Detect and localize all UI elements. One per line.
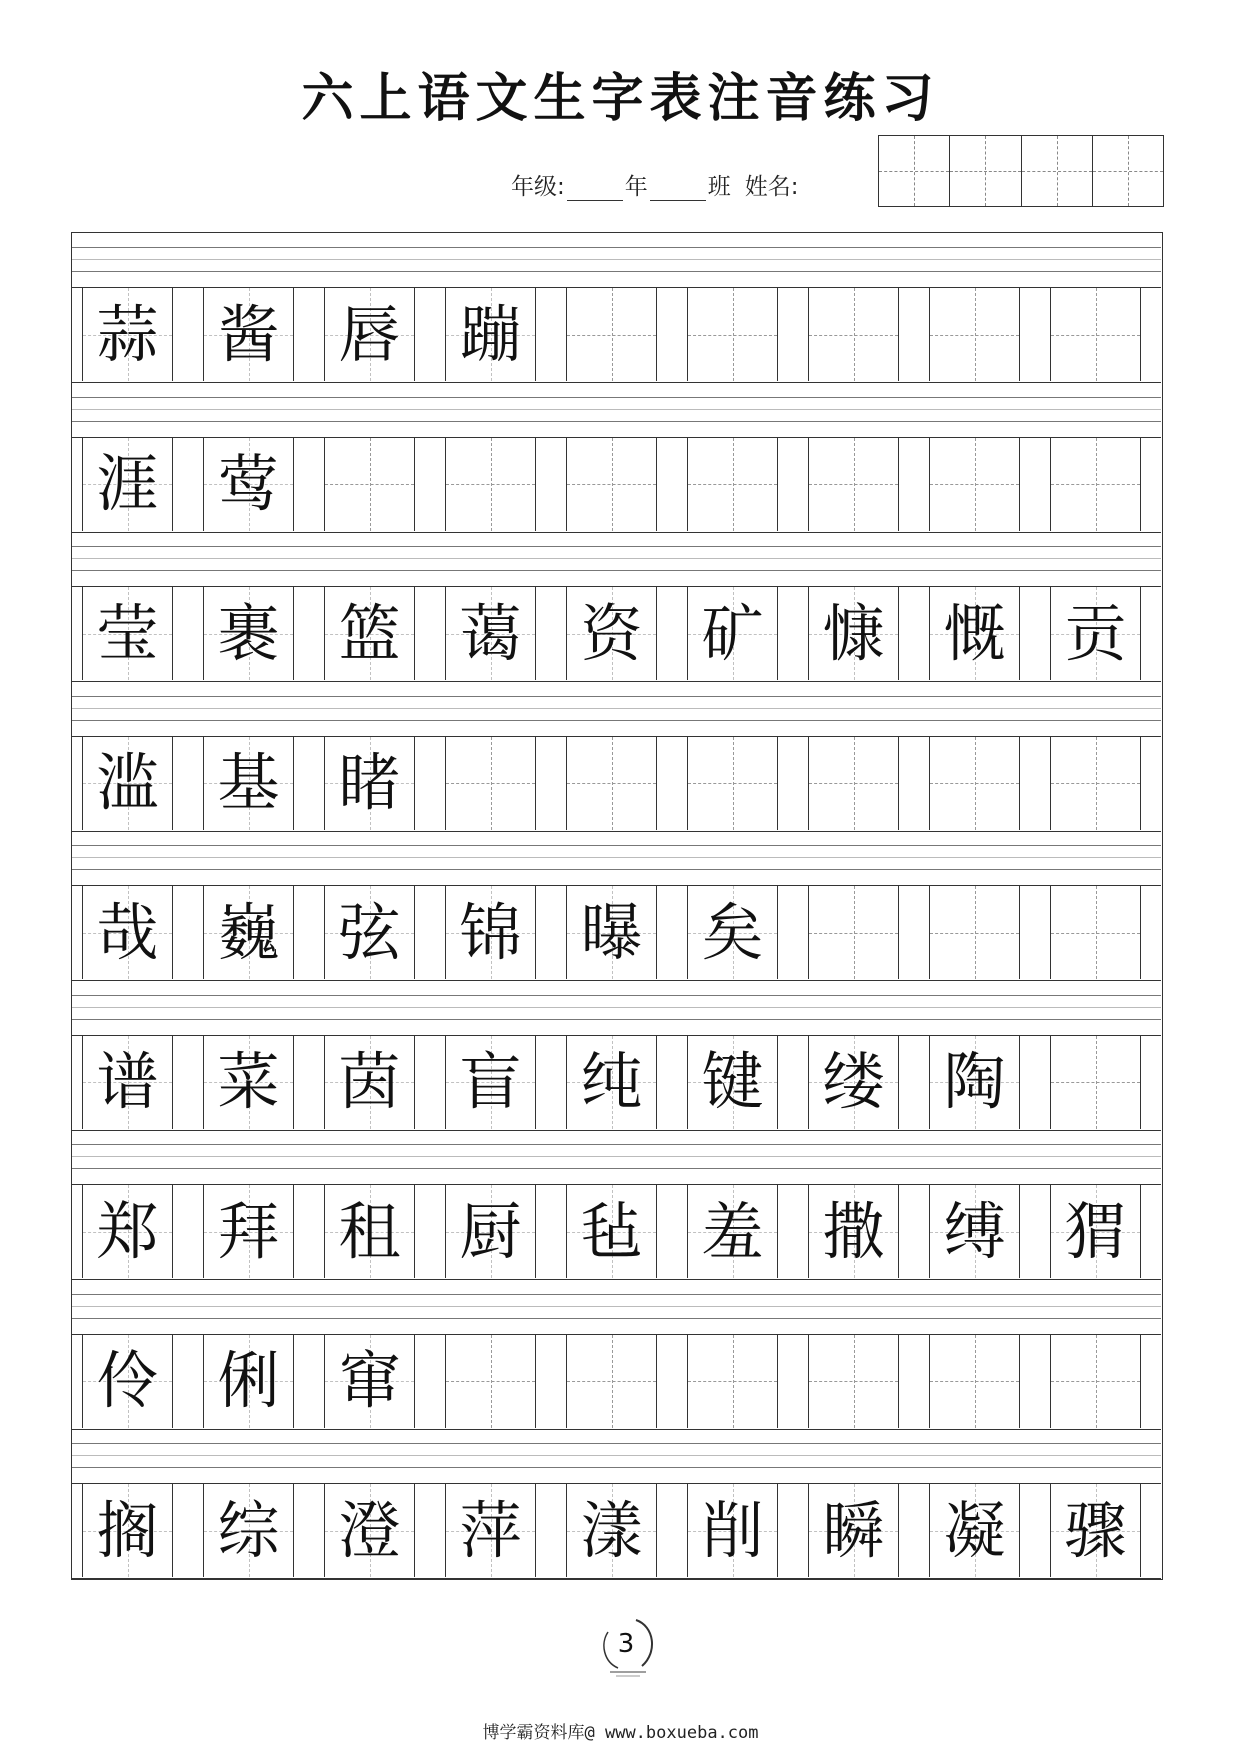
character: 毡: [580, 1194, 643, 1268]
character: [1051, 438, 1140, 531]
character-cell: [445, 1036, 536, 1129]
character: 俐: [217, 1344, 280, 1417]
empty-practice-cell[interactable]: [445, 438, 536, 531]
character-grid-row: [72, 1184, 1161, 1280]
character-cell: [1050, 587, 1141, 680]
empty-practice-cell[interactable]: [687, 737, 778, 830]
pinyin-lines[interactable]: [72, 385, 1161, 437]
character: 羞: [701, 1194, 764, 1268]
character: [446, 1335, 535, 1428]
class-label: 班: [707, 174, 731, 200]
character-cell: [566, 1484, 657, 1577]
empty-practice-cell[interactable]: [929, 886, 1020, 979]
empty-practice-cell[interactable]: [566, 1335, 657, 1428]
character: 盲: [459, 1045, 522, 1118]
character: [930, 737, 1019, 830]
character-cell: [203, 587, 294, 680]
character-grid-row: [72, 1483, 1161, 1579]
character-cell: [82, 288, 173, 381]
character-cell: [687, 886, 778, 979]
empty-practice-cell[interactable]: [1050, 288, 1141, 381]
character: 矣: [701, 895, 764, 969]
character: 睹: [338, 746, 401, 819]
empty-practice-cell[interactable]: [929, 737, 1020, 830]
pinyin-lines[interactable]: [72, 1132, 1161, 1184]
name-label: 姓名:: [744, 174, 799, 200]
character-cell: [445, 886, 536, 979]
character: [1051, 737, 1140, 830]
character-cell: [203, 438, 294, 531]
character: 谱: [96, 1045, 159, 1118]
character: 滥: [96, 746, 159, 819]
character-cell: [82, 737, 173, 830]
character-cell: [566, 886, 657, 979]
character-cell: [808, 1036, 899, 1129]
empty-practice-cell[interactable]: [808, 737, 899, 830]
character: 厨: [459, 1194, 522, 1268]
character-cell: [324, 1335, 415, 1428]
character-cell: [203, 1036, 294, 1129]
character-cell: [324, 1484, 415, 1577]
character: [1051, 288, 1140, 381]
practice-row: [72, 1431, 1161, 1579]
character-grid-row: [72, 1334, 1161, 1430]
character: 唇: [338, 297, 401, 371]
footer-watermark: 博学霸资料库@ www.boxueba.com: [482, 1723, 759, 1743]
character: 猬: [1064, 1194, 1127, 1268]
character: 拜: [217, 1194, 280, 1268]
character: 莹: [96, 596, 159, 670]
character-cell: [82, 1484, 173, 1577]
character: [809, 438, 898, 531]
empty-practice-cell[interactable]: [445, 737, 536, 830]
character-cell: [82, 438, 173, 531]
practice-row: [72, 833, 1161, 981]
pinyin-lines[interactable]: [72, 1282, 1161, 1334]
character: 削: [701, 1493, 764, 1567]
character-cell: [445, 587, 536, 680]
character-cell: [1050, 1185, 1141, 1278]
year-label: 年: [624, 174, 648, 200]
character: [446, 438, 535, 531]
pinyin-lines[interactable]: [72, 534, 1161, 586]
empty-practice-cell[interactable]: [808, 288, 899, 381]
character: 撒: [822, 1194, 885, 1268]
character: [688, 438, 777, 531]
character-cell: [445, 1484, 536, 1577]
character: [325, 438, 414, 531]
character: 搁: [96, 1493, 159, 1567]
character-cell: [808, 1185, 899, 1278]
character: 菜: [217, 1045, 280, 1118]
character-grid-row: [72, 1035, 1161, 1131]
name-box[interactable]: [1022, 136, 1093, 206]
character: [688, 737, 777, 830]
character: 缕: [822, 1045, 885, 1118]
character-grid-row: [72, 287, 1161, 383]
character: [930, 438, 1019, 531]
empty-practice-cell[interactable]: [1050, 438, 1141, 531]
practice-row: [72, 235, 1161, 383]
character: [567, 288, 656, 381]
character: [688, 1335, 777, 1428]
character: [446, 737, 535, 830]
character-cell: [82, 1036, 173, 1129]
practice-row: [72, 983, 1161, 1131]
character: 租: [338, 1194, 401, 1268]
character-cell: [808, 587, 899, 680]
character: 慷: [822, 596, 885, 670]
grade-blank[interactable]: [567, 178, 623, 201]
character: 酱: [217, 297, 280, 371]
character: [1051, 1036, 1140, 1129]
empty-practice-cell[interactable]: [566, 737, 657, 830]
character: 瞬: [822, 1493, 885, 1567]
character: 资: [580, 596, 643, 670]
empty-practice-cell[interactable]: [1050, 1335, 1141, 1428]
character: 缚: [943, 1194, 1006, 1268]
character: 伶: [96, 1344, 159, 1417]
character: 锦: [459, 895, 522, 969]
character-cell: [566, 587, 657, 680]
empty-practice-cell[interactable]: [445, 1335, 536, 1428]
empty-practice-cell[interactable]: [1050, 1036, 1141, 1129]
character: 蹦: [459, 297, 522, 371]
character-cell: [445, 288, 536, 381]
character-cell: [445, 1185, 536, 1278]
practice-sheet: [71, 232, 1163, 1580]
character-cell: [324, 288, 415, 381]
empty-practice-cell[interactable]: [808, 886, 899, 979]
character-cell: [203, 288, 294, 381]
character: [930, 1335, 1019, 1428]
character-cell: [566, 1036, 657, 1129]
character: 澄: [338, 1493, 401, 1567]
character: 曝: [580, 895, 643, 969]
empty-practice-cell[interactable]: [1050, 886, 1141, 979]
empty-practice-cell[interactable]: [566, 438, 657, 531]
character: 矿: [701, 596, 764, 670]
character-cell: [687, 1036, 778, 1129]
page-number: 3: [617, 1629, 635, 1659]
character-cell: [203, 737, 294, 830]
character-cell: [929, 1185, 1020, 1278]
character-cell: [324, 1036, 415, 1129]
empty-practice-cell[interactable]: [808, 438, 899, 531]
grade-label: 年级:: [511, 174, 565, 200]
character: 巍: [217, 895, 280, 969]
character-grid-row: [72, 885, 1161, 981]
pinyin-lines[interactable]: [72, 1431, 1161, 1483]
empty-practice-cell[interactable]: [687, 1335, 778, 1428]
character-cell: [687, 1484, 778, 1577]
empty-practice-cell[interactable]: [808, 1335, 899, 1428]
character-cell: [929, 1036, 1020, 1129]
character: 蔼: [459, 596, 522, 670]
empty-practice-cell[interactable]: [566, 288, 657, 381]
page-title: 六上语文生字表注音练习: [301, 69, 940, 129]
character: 贡: [1064, 596, 1127, 670]
character-grid-row: [72, 437, 1161, 533]
character-cell: [324, 886, 415, 979]
character: [930, 288, 1019, 381]
character: 慨: [943, 596, 1006, 670]
student-info-line: [511, 168, 799, 201]
practice-row: [72, 1132, 1161, 1280]
character: 郑: [96, 1194, 159, 1268]
character-grid-row: [72, 586, 1161, 682]
character: 茵: [338, 1045, 401, 1118]
empty-practice-cell[interactable]: [324, 438, 415, 531]
empty-practice-cell[interactable]: [929, 438, 1020, 531]
character-cell: [203, 1185, 294, 1278]
character-cell: [203, 886, 294, 979]
character: [688, 288, 777, 381]
character: 弦: [338, 895, 401, 969]
character-cell: [82, 886, 173, 979]
pinyin-lines[interactable]: [72, 235, 1161, 287]
character: 莺: [217, 447, 280, 520]
character: 涯: [96, 447, 159, 520]
character: [809, 886, 898, 979]
character: 裹: [217, 596, 280, 670]
practice-row: [72, 1282, 1161, 1430]
character-cell: [203, 1484, 294, 1577]
empty-practice-cell[interactable]: [929, 1335, 1020, 1428]
empty-practice-cell[interactable]: [687, 288, 778, 381]
character: [567, 438, 656, 531]
pinyin-lines[interactable]: [72, 684, 1161, 736]
character: [567, 737, 656, 830]
character-cell: [203, 1335, 294, 1428]
character: 键: [701, 1045, 764, 1118]
empty-practice-cell[interactable]: [687, 438, 778, 531]
character-cell: [82, 587, 173, 680]
character-cell: [324, 737, 415, 830]
character: [1051, 886, 1140, 979]
character: 哉: [96, 895, 159, 969]
character-cell: [687, 1185, 778, 1278]
pinyin-lines[interactable]: [72, 833, 1161, 885]
character: 陶: [943, 1045, 1006, 1118]
character: [1051, 1335, 1140, 1428]
character: 篮: [338, 596, 401, 670]
character-cell: [82, 1185, 173, 1278]
practice-row: [72, 684, 1161, 832]
character: 萍: [459, 1493, 522, 1567]
character: 凝: [943, 1493, 1006, 1567]
character: 漾: [580, 1493, 643, 1567]
character: 蒜: [96, 297, 159, 371]
character: 纯: [580, 1045, 643, 1118]
name-box[interactable]: [879, 136, 950, 206]
character: 综: [217, 1493, 280, 1567]
pinyin-lines[interactable]: [72, 983, 1161, 1035]
empty-practice-cell[interactable]: [929, 288, 1020, 381]
character: 窜: [338, 1344, 401, 1417]
character-cell: [324, 587, 415, 680]
character: 基: [217, 746, 280, 819]
character-grid-row: [72, 736, 1161, 832]
character: [809, 288, 898, 381]
character: 骤: [1064, 1493, 1127, 1567]
character-cell: [929, 1484, 1020, 1577]
character-cell: [82, 1335, 173, 1428]
character-cell: [566, 1185, 657, 1278]
character: [809, 737, 898, 830]
character: [930, 886, 1019, 979]
character-cell: [929, 587, 1020, 680]
character-cell: [687, 587, 778, 680]
name-box[interactable]: [950, 136, 1021, 206]
name-writing-boxes[interactable]: [878, 135, 1164, 207]
practice-row: [72, 534, 1161, 682]
character: [567, 1335, 656, 1428]
character-cell: [324, 1185, 415, 1278]
character-cell: [1050, 1484, 1141, 1577]
practice-row: [72, 385, 1161, 533]
character-cell: [808, 1484, 899, 1577]
empty-practice-cell[interactable]: [1050, 737, 1141, 830]
character: [809, 1335, 898, 1428]
class-blank[interactable]: [650, 178, 706, 201]
name-box[interactable]: [1093, 136, 1163, 206]
